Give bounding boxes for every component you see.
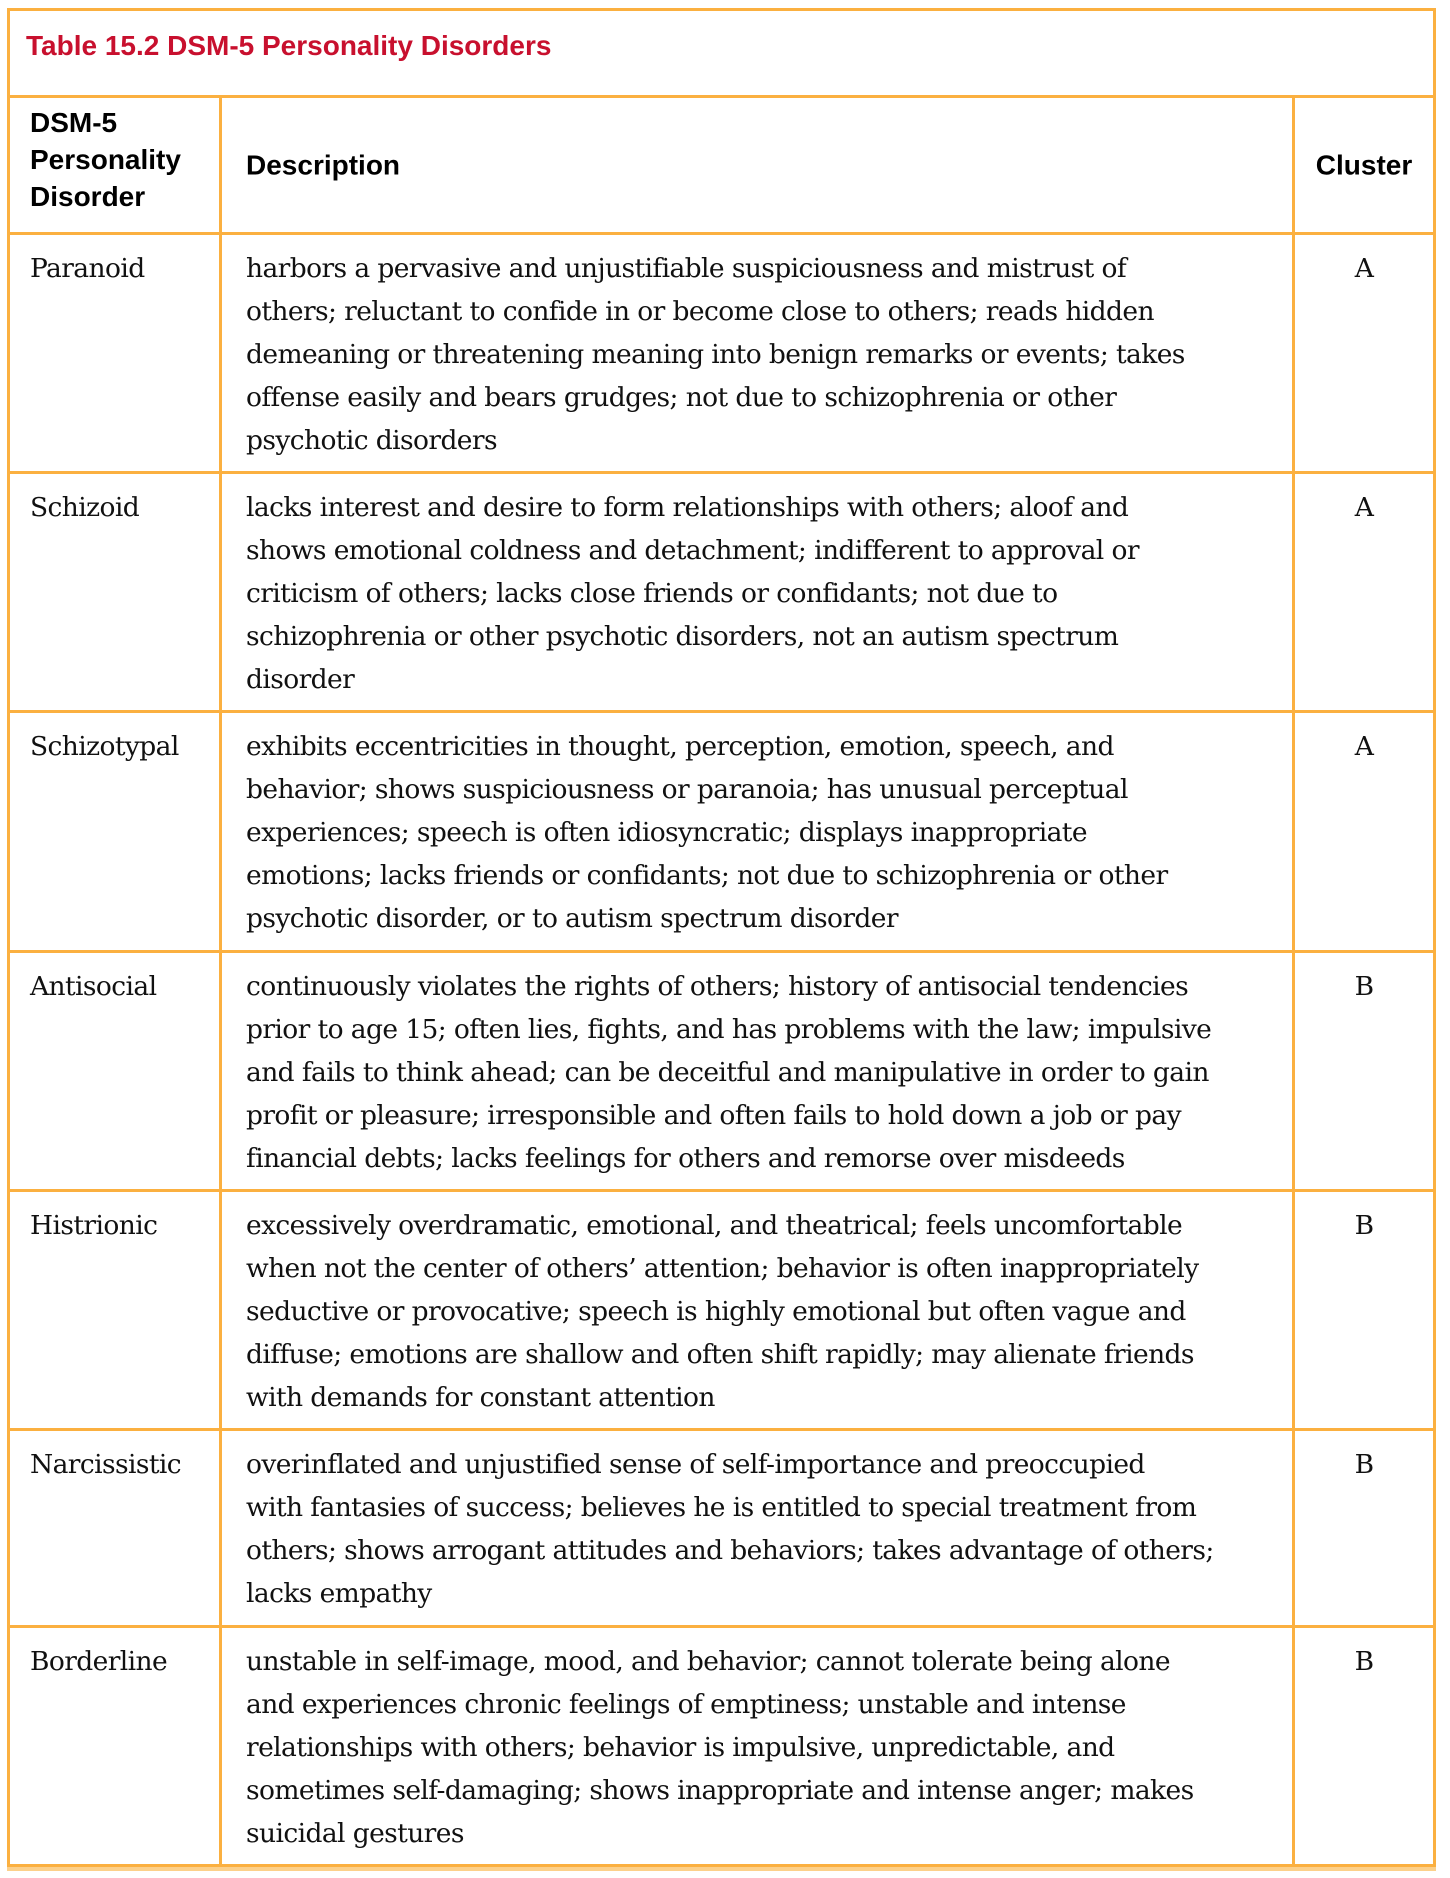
- description-line: others; shows arrogant attitudes and behaviors; takes advantage of others;: [246, 1535, 1214, 1566]
- disorder-cell: [10, 1192, 222, 1428]
- disorder-name: Paranoid: [30, 253, 145, 284]
- description-line: emotions; lacks friends or confidants; not due to schizophrenia or other: [246, 860, 1168, 891]
- header-description-label: Description: [246, 149, 401, 181]
- description-line: seductive or provocative; speech is highly emotional but often vague and: [246, 1296, 1186, 1327]
- cluster-value: A: [1354, 731, 1374, 762]
- cluster-value: B: [1354, 1210, 1374, 1241]
- table-bottom-rule: [7, 1867, 1436, 1871]
- description-cell: [222, 713, 1295, 950]
- description-line: lacks empathy: [246, 1578, 432, 1609]
- personality-disorders-table: [7, 8, 1436, 1867]
- cluster-cell: [1295, 1628, 1433, 1867]
- table-row: [10, 713, 1433, 953]
- description-line: lacks interest and desire to form relationships with others; aloof and: [246, 492, 1129, 523]
- description-cell: [222, 1431, 1295, 1625]
- cluster-value: A: [1354, 253, 1374, 284]
- cluster-value: B: [1354, 1646, 1374, 1677]
- description-cell: [222, 953, 1295, 1189]
- description-cell: [222, 1628, 1295, 1867]
- table-title: Table 15.2 DSM-5 Personality Disorders: [26, 30, 552, 61]
- table-row: [10, 1628, 1433, 1867]
- description-line: criticism of others; lacks close friends or confidants; not due to: [246, 578, 1058, 609]
- description-cell: [222, 235, 1295, 471]
- description-cell: [222, 474, 1295, 710]
- description-line: others; reluctant to confide in or become close to others; reads hidden: [246, 296, 1154, 327]
- disorder-name: Schizotypal: [30, 731, 179, 762]
- description-line: unstable in self-image, mood, and behavior; cannot tolerate being alone: [246, 1646, 1170, 1677]
- header-cluster-label: Cluster: [1315, 149, 1413, 181]
- description-line: and experiences chronic feelings of emptiness; unstable and intense: [246, 1689, 1126, 1720]
- cluster-cell: [1295, 1192, 1433, 1428]
- disorder-cell: [10, 1431, 222, 1625]
- disorder-name: Borderline: [30, 1646, 168, 1677]
- description-line: schizophrenia or other psychotic disorders, not an autism spectrum: [246, 621, 1119, 652]
- description-line: suicidal gestures: [246, 1818, 464, 1849]
- description-line: with demands for constant attention: [246, 1382, 715, 1413]
- cluster-value: B: [1354, 1449, 1374, 1480]
- table-row: [10, 953, 1433, 1192]
- disorder-cell: [10, 235, 222, 471]
- table-row: [10, 1192, 1433, 1431]
- description-line: financial debts; lacks feelings for others and remorse over misdeeds: [246, 1143, 1125, 1174]
- header-disorder-line: DSM-5: [30, 107, 118, 138]
- description-line: sometimes self-damaging; shows inappropriate and intense anger; makes: [246, 1775, 1194, 1806]
- description-line: shows emotional coldness and detachment; indifferent to approval or: [246, 535, 1139, 566]
- cluster-cell: [1295, 713, 1433, 950]
- description-line: exhibits eccentricities in thought, perception, emotion, speech, and: [246, 731, 1114, 762]
- disorder-name: Narcissistic: [30, 1449, 182, 1480]
- disorder-cell: [10, 1628, 222, 1867]
- table-row: [10, 474, 1433, 713]
- description-line: profit or pleasure; irresponsible and often fails to hold down a job or pay: [246, 1100, 1181, 1131]
- table-header-row: [10, 98, 1433, 235]
- disorder-name: Antisocial: [30, 971, 157, 1002]
- cluster-cell: [1295, 474, 1433, 710]
- description-line: disorder: [246, 664, 355, 695]
- description-line: harbors a pervasive and unjustifiable suspiciousness and mistrust of: [246, 253, 1127, 284]
- description-line: continuously violates the rights of others; history of antisocial tendencies: [246, 971, 1189, 1002]
- table-title-row: [10, 11, 1433, 98]
- description-line: excessively overdramatic, emotional, and theatrical; feels uncomfortable: [246, 1210, 1183, 1241]
- disorder-name: Histrionic: [30, 1210, 158, 1241]
- header-disorder: [10, 98, 222, 232]
- header-description: [222, 98, 1295, 232]
- cluster-cell: [1295, 235, 1433, 471]
- description-line: prior to age 15; often lies, fights, and has problems with the law; impulsive: [246, 1014, 1212, 1045]
- cluster-value: A: [1354, 492, 1374, 523]
- description-line: psychotic disorder, or to autism spectrum disorder: [246, 903, 898, 934]
- cluster-cell: [1295, 953, 1433, 1189]
- header-disorder-line: Personality: [30, 144, 181, 175]
- disorder-cell: [10, 474, 222, 710]
- table-row: [10, 235, 1433, 474]
- header-cluster: [1295, 98, 1433, 232]
- disorder-name: Schizoid: [30, 492, 140, 523]
- description-line: demeaning or threatening meaning into benign remarks or events; takes: [246, 339, 1185, 370]
- description-line: experiences; speech is often idiosyncratic; displays inappropriate: [246, 817, 1087, 848]
- description-line: and fails to think ahead; can be deceitful and manipulative in order to gain: [246, 1057, 1209, 1088]
- description-line: relationships with others; behavior is impulsive, unpredictable, and: [246, 1732, 1115, 1763]
- description-line: when not the center of others’ attention; behavior is often inappropriately: [246, 1253, 1199, 1284]
- cluster-value: B: [1354, 971, 1374, 1002]
- description-line: with fantasies of success; believes he is entitled to special treatment from: [246, 1492, 1197, 1523]
- table-row: [10, 1431, 1433, 1628]
- description-line: behavior; shows suspiciousness or paranoia; has unusual perceptual: [246, 774, 1128, 805]
- disorder-cell: [10, 953, 222, 1189]
- description-cell: [222, 1192, 1295, 1428]
- description-line: offense easily and bears grudges; not due to schizophrenia or other: [246, 382, 1117, 413]
- description-line: psychotic disorders: [246, 425, 497, 456]
- header-disorder-line: Disorder: [30, 181, 146, 212]
- description-line: diffuse; emotions are shallow and often shift rapidly; may alienate friends: [246, 1339, 1194, 1370]
- description-line: overinflated and unjustified sense of self-importance and preoccupied: [246, 1449, 1145, 1480]
- disorder-cell: [10, 713, 222, 950]
- cluster-cell: [1295, 1431, 1433, 1625]
